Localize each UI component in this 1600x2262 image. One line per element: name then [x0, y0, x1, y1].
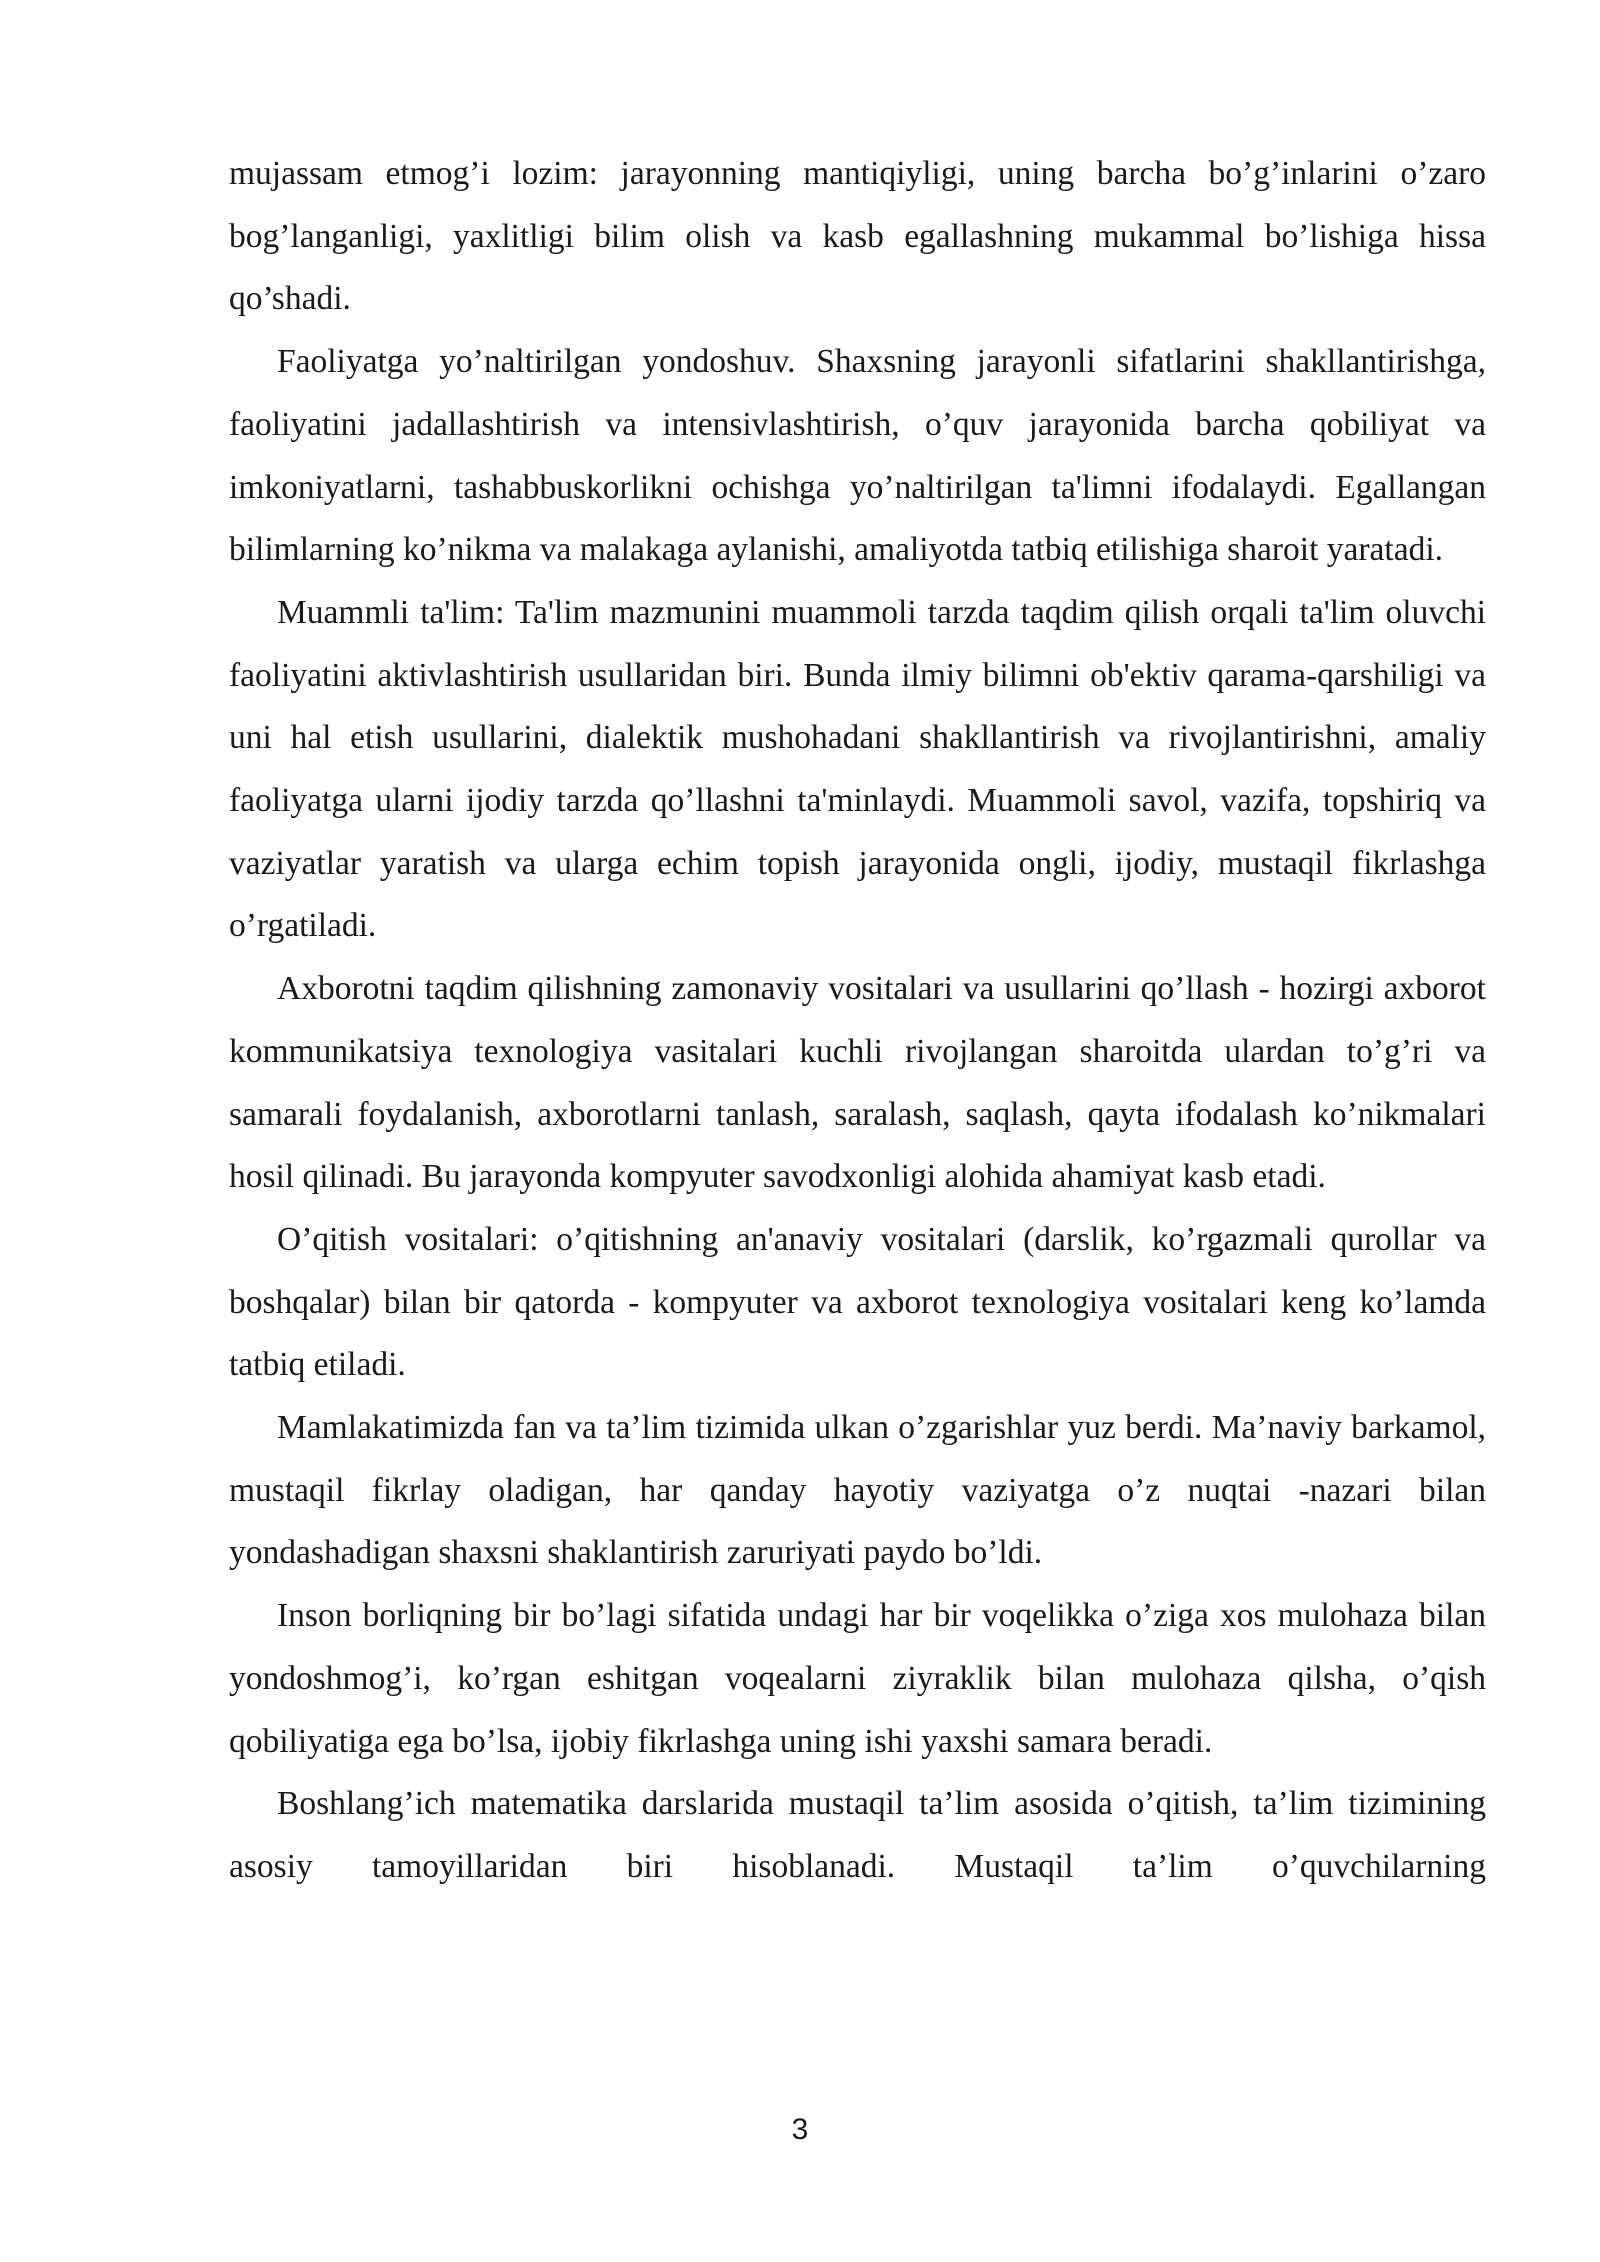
- paragraph-4: Axborotni taqdim qilishning zamonaviy vositalari va usullarini qo’llash - hozirgi axborot kommunikatsiya texnologiya vasitalari kuchli rivojlangan sharoitda ulardan to’g’ri va samarali foydalanish, axborotlarni tanlash, saralash, saqlash, qayta ifodalash ko’nikmalari hosil qilinadi. Bu jarayonda kompyuter savodxonligi alohida ahamiyat kasb etadi.: [229, 970, 1486, 1196]
- paragraph-1: mujassam etmog’i lozim: jarayonning mantiqiyligi, uning barcha bo’g’inlarini o’zaro bog’langanligi, yaxlitligi bilim olish va kasb egallashning mukammal bo’lishiga hissa qo’shadi.: [229, 155, 1486, 318]
- paragraph-6: Mamlakatimizda fan va ta’lim tizimida ulkan o’zgarishlar yuz berdi. Ma’naviy barkamol, mustaqil fikrlay oladigan, har qanday hayotiy vaziyatga o’z nuqtai -nazari bilan yondashadigan shaxsni shaklantirish zaruriyati paydo bo’ldi.: [229, 1409, 1486, 1572]
- paragraph-3: Muammli ta'lim: Ta'lim mazmunini muammoli tarzda taqdim qilish orqali ta'lim oluvchi faoliyatini aktivlashtirish usullaridan biri. Bunda ilmiy bilimni ob'ektiv qarama-qarshiligi va uni hal etish usullarini, dialektik mushohadani shakllantirish va rivojlantirishni, amaliy faoliyatga ularni ijodiy tarzda qo’llashni ta'minlaydi. Muammoli savol, vazifa, topshiriq va vaziyatlar yaratish va ularga echim topish jarayonida ongli, ijodiy, mustaqil fikrlashga o’rgatiladi.: [229, 593, 1486, 945]
- paragraph-8: Boshlang’ich matematika darslarida mustaqil ta’lim asosida o’qitish, ta’lim tizimining asosiy tamoyillaridan biri hisoblanadi. Mustaqil ta’lim o’quvchilarning: [229, 1785, 1486, 1885]
- paragraph-5: O’qitish vositalari: o’qitishning an'anaviy vositalari (darslik, ko’rgazmali qurollar va boshqalar) bilan bir qatorda - kompyuter va axborot texnologiya vositalari keng ko’lamda tatbiq etiladi.: [229, 1220, 1486, 1384]
- paragraph-7: Inson borliqning bir bo’lagi sifatida undagi har bir voqelikka o’ziga xos mulohaza bilan yondoshmog’i, ko’rgan eshitgan voqealarni ziyraklik bilan mulohaza qilsha, o’qish qobiliyatiga ega bo’lsa, ijobiy fikrlashga uning ishi yaxshi samara beradi.: [229, 1597, 1486, 1760]
- page-number: 3: [791, 2113, 809, 2146]
- paragraph-2: Faoliyatga yo’naltirilgan yondoshuv. Shaxsning jarayonli sifatlarini shakllantirishga, faoliyatini jadallashtirish va intensivlashtirish, o’quv jarayonida barcha qobiliyat va imkoniyatlarni, tashabbuskorlikni ochishga yo’naltirilgan ta'limni ifodalaydi. Egallangan bilimlarning ko’nikma va malakaga aylanishi, amaliyotda tatbiq etilishiga sharoit yaratadi.: [229, 343, 1486, 569]
- body-text: [229, 143, 1486, 1899]
